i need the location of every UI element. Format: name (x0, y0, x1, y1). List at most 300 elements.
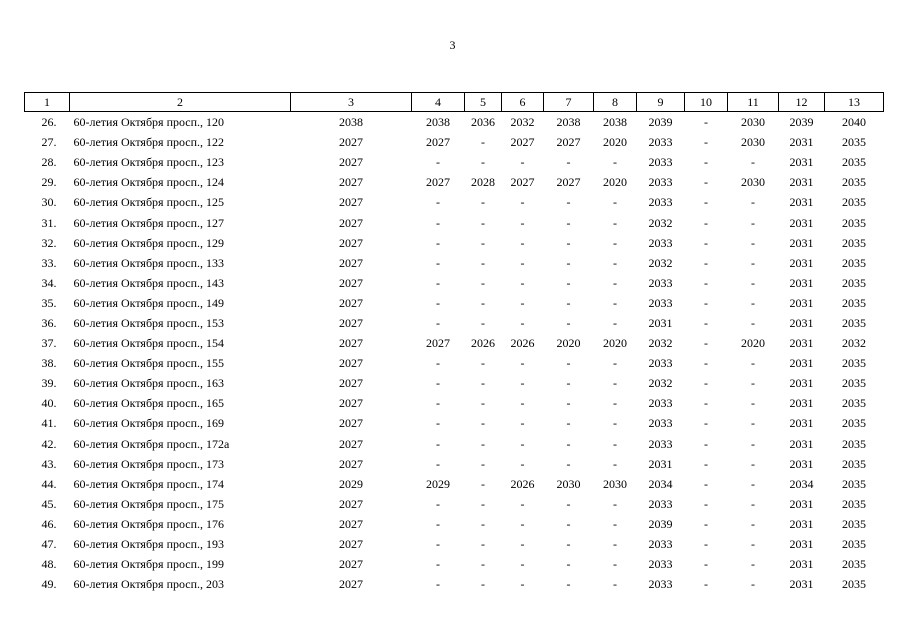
year-cell: 2027 (426, 175, 450, 190)
year-cell: - (520, 195, 525, 210)
address-cell: 60-летия Октября просп., 173 (73, 456, 225, 471)
year-cell: 2027 (339, 215, 363, 230)
year-cell: 2030 (741, 135, 765, 150)
year-cell: 2032 (648, 215, 673, 230)
year-cell: - (481, 376, 485, 391)
year-cell: 2027 (339, 537, 363, 552)
table-header (25, 93, 884, 112)
year-cell: 2035 (842, 215, 866, 230)
year-cell: - (436, 496, 440, 511)
year-cell: - (520, 436, 525, 451)
year-cell: 2029 (339, 476, 363, 491)
address-cell: 60-летия Октября просп., 143 (73, 275, 225, 290)
year-cell: 2038 (603, 115, 627, 130)
row-number-cell: 40. (41, 396, 57, 411)
year-cell: - (520, 496, 525, 511)
year-cell: 2020 (603, 175, 627, 190)
year-cell: - (481, 416, 485, 431)
year-cell: - (520, 416, 525, 431)
year-cell: - (613, 376, 617, 391)
year-cell: 2027 (339, 235, 363, 250)
year-cell: - (751, 416, 755, 431)
year-cell: 2038 (339, 115, 363, 130)
year-cell: - (751, 496, 755, 511)
year-cell: - (751, 537, 755, 552)
column-header: 9 (637, 93, 685, 112)
row-number-cell: 47. (41, 537, 57, 552)
table-body (25, 112, 884, 595)
column-header: 8 (594, 93, 637, 112)
year-cell: 2027 (510, 175, 535, 190)
year-cell: - (520, 315, 525, 330)
year-cell: - (566, 195, 571, 210)
table-row (25, 333, 884, 353)
year-cell: 2033 (648, 356, 673, 371)
row-number-cell: 33. (41, 255, 57, 270)
address-cell: 60-летия Октября просп., 122 (73, 135, 225, 150)
year-cell: - (520, 155, 525, 170)
year-cell: - (566, 577, 571, 592)
year-cell: 2027 (339, 255, 363, 270)
year-cell: - (751, 235, 755, 250)
table-row (25, 393, 884, 413)
year-cell: 2020 (603, 135, 627, 150)
year-cell: - (520, 356, 525, 371)
year-cell: 2035 (842, 275, 866, 290)
year-cell: 2033 (648, 537, 673, 552)
year-cell: - (613, 496, 617, 511)
address-cell: 60-летия Октября просп., 165 (73, 396, 225, 411)
year-cell: 2031 (789, 537, 814, 552)
year-cell: - (704, 516, 708, 531)
year-cell: - (481, 315, 485, 330)
year-cell: 2027 (339, 496, 363, 511)
year-cell: 2031 (648, 315, 673, 330)
year-cell: - (751, 557, 755, 572)
year-cell: - (481, 215, 485, 230)
year-cell: - (613, 516, 617, 531)
year-cell: - (751, 456, 755, 471)
table-row (25, 293, 884, 313)
year-cell: - (613, 275, 617, 290)
row-number-cell: 45. (41, 496, 57, 511)
year-cell: 2030 (556, 476, 581, 491)
year-cell: - (436, 577, 440, 592)
year-cell: - (751, 436, 755, 451)
year-cell: 2031 (789, 416, 814, 431)
header-row (25, 93, 884, 112)
year-cell: - (613, 416, 617, 431)
year-cell: - (481, 195, 485, 210)
year-cell: - (704, 376, 708, 391)
year-cell: 2028 (471, 175, 495, 190)
address-cell: 60-летия Октября просп., 199 (73, 557, 225, 572)
year-cell: - (566, 376, 571, 391)
year-cell: 2033 (648, 436, 673, 451)
year-cell: - (520, 255, 525, 270)
table-row (25, 233, 884, 253)
year-cell: 2031 (789, 255, 814, 270)
year-cell: - (751, 295, 755, 310)
year-cell: 2039 (648, 516, 673, 531)
schedule-table (24, 92, 884, 594)
year-cell: 2027 (339, 416, 363, 431)
table-row (25, 413, 884, 433)
year-cell: 2035 (842, 416, 866, 431)
year-cell: 2035 (842, 255, 866, 270)
year-cell: - (613, 436, 617, 451)
table-row (25, 192, 884, 212)
year-cell: 2027 (339, 135, 363, 150)
year-cell: - (704, 275, 708, 290)
year-cell: 2027 (426, 135, 450, 150)
table-row (25, 172, 884, 192)
address-cell: 60-летия Октября просп., 176 (73, 516, 225, 531)
year-cell: 2027 (339, 516, 363, 531)
table-row (25, 454, 884, 474)
year-cell: 2031 (789, 336, 814, 351)
year-cell: - (704, 476, 708, 491)
year-cell: - (436, 235, 440, 250)
year-cell: 2027 (339, 577, 363, 592)
year-cell: - (520, 275, 525, 290)
year-cell: - (520, 577, 525, 592)
year-cell: - (566, 235, 571, 250)
year-cell: - (436, 376, 440, 391)
address-cell: 60-летия Октября просп., 120 (73, 115, 225, 130)
year-cell: - (566, 396, 571, 411)
year-cell: 2020 (741, 336, 765, 351)
year-cell: 2035 (842, 396, 866, 411)
year-cell: 2026 (510, 336, 535, 351)
row-number-cell: 42. (41, 436, 57, 451)
year-cell: 2035 (842, 476, 866, 491)
year-cell: 2035 (842, 577, 866, 592)
row-number-cell: 43. (41, 456, 57, 471)
year-cell: 2031 (789, 155, 814, 170)
year-cell: - (566, 356, 571, 371)
year-cell: - (613, 195, 617, 210)
page-number: 3 (449, 38, 456, 52)
year-cell: 2033 (648, 396, 673, 411)
year-cell: 2031 (789, 516, 814, 531)
year-cell: 2031 (789, 195, 814, 210)
year-cell: - (436, 255, 440, 270)
year-cell: - (436, 557, 440, 572)
year-cell: 2033 (648, 496, 673, 511)
year-cell: 2031 (789, 436, 814, 451)
column-header: 7 (544, 93, 594, 112)
year-cell: 2035 (842, 135, 866, 150)
year-cell: 2031 (789, 235, 814, 250)
year-cell: - (566, 456, 571, 471)
year-cell: - (566, 155, 571, 170)
table-row (25, 434, 884, 454)
year-cell: 2027 (339, 315, 363, 330)
address-cell: 60-летия Октября просп., 127 (73, 215, 225, 230)
year-cell: 2031 (789, 356, 814, 371)
year-cell: 2034 (648, 476, 673, 491)
year-cell: - (520, 456, 525, 471)
year-cell: 2033 (648, 577, 673, 592)
year-cell: 2027 (339, 396, 363, 411)
column-header: 12 (779, 93, 825, 112)
year-cell: 2027 (339, 436, 363, 451)
year-cell: 2031 (789, 396, 814, 411)
year-cell: - (481, 155, 485, 170)
year-cell: - (704, 235, 708, 250)
year-cell: 2027 (339, 336, 363, 351)
year-cell: - (436, 396, 440, 411)
year-cell: - (566, 295, 571, 310)
table-row (25, 273, 884, 293)
row-number-cell: 36. (41, 315, 57, 330)
year-cell: - (566, 537, 571, 552)
year-cell: - (481, 537, 485, 552)
year-cell: - (704, 315, 708, 330)
year-cell: 2027 (339, 175, 363, 190)
address-cell: 60-летия Октября просп., 155 (73, 356, 225, 371)
row-number-cell: 28. (41, 155, 57, 170)
row-number-cell: 26. (41, 115, 57, 130)
year-cell: 2036 (471, 115, 495, 130)
year-cell: - (751, 255, 755, 270)
year-cell: - (566, 557, 571, 572)
year-cell: 2035 (842, 155, 866, 170)
table-row (25, 514, 884, 534)
year-cell: 2035 (842, 356, 866, 371)
year-cell: - (481, 295, 485, 310)
column-header: 5 (465, 93, 502, 112)
table-row (25, 212, 884, 232)
row-number-cell: 32. (41, 235, 57, 250)
table-row (25, 112, 884, 133)
row-number-cell: 34. (41, 275, 57, 290)
year-cell: 2035 (842, 436, 866, 451)
year-cell: - (704, 135, 708, 150)
table-row (25, 554, 884, 574)
address-cell: 60-летия Октября просп., 169 (73, 416, 225, 431)
year-cell: 2020 (556, 336, 581, 351)
year-cell: - (704, 436, 708, 451)
year-cell: - (436, 315, 440, 330)
year-cell: - (520, 557, 525, 572)
address-cell: 60-летия Октября просп., 129 (73, 235, 225, 250)
year-cell: 2033 (648, 155, 673, 170)
year-cell: - (566, 315, 571, 330)
column-header: 10 (685, 93, 728, 112)
year-cell: - (481, 516, 485, 531)
table-row (25, 373, 884, 393)
year-cell: 2030 (741, 175, 765, 190)
table-row (25, 494, 884, 514)
year-cell: - (613, 235, 617, 250)
year-cell: 2035 (842, 235, 866, 250)
year-cell: 2031 (789, 557, 814, 572)
address-cell: 60-летия Октября просп., 149 (73, 295, 225, 310)
year-cell: 2035 (842, 295, 866, 310)
year-cell: - (704, 195, 708, 210)
year-cell: - (751, 396, 755, 411)
row-number-cell: 37. (41, 336, 57, 351)
year-cell: - (704, 336, 708, 351)
row-number-cell: 39. (41, 376, 57, 391)
year-cell: - (613, 295, 617, 310)
column-header: 2 (70, 93, 291, 112)
year-cell: 2035 (842, 315, 866, 330)
year-cell: - (436, 275, 440, 290)
year-cell: - (436, 295, 440, 310)
year-cell: 2033 (648, 235, 673, 250)
year-cell: - (566, 496, 571, 511)
year-cell: - (481, 456, 485, 471)
year-cell: - (481, 135, 485, 150)
column-header: 4 (412, 93, 465, 112)
year-cell: - (751, 315, 755, 330)
row-number-cell: 48. (41, 557, 57, 572)
year-cell: 2031 (789, 175, 814, 190)
year-cell: - (613, 155, 617, 170)
column-header: 13 (825, 93, 884, 112)
year-cell: - (481, 275, 485, 290)
year-cell: 2032 (510, 115, 535, 130)
address-cell: 60-летия Октября просп., 125 (73, 195, 225, 210)
year-cell: 2031 (789, 456, 814, 471)
address-cell: 60-летия Октября просп., 163 (73, 376, 225, 391)
year-cell: - (520, 537, 525, 552)
year-cell: - (481, 255, 485, 270)
year-cell: - (751, 516, 755, 531)
year-cell: 2027 (556, 175, 581, 190)
year-cell: 2027 (426, 336, 450, 351)
year-cell: - (704, 396, 708, 411)
year-cell: 2032 (648, 255, 673, 270)
year-cell: - (436, 356, 440, 371)
year-cell: - (613, 356, 617, 371)
year-cell: 2031 (789, 275, 814, 290)
year-cell: 2020 (603, 336, 627, 351)
year-cell: - (520, 396, 525, 411)
year-cell: - (436, 416, 440, 431)
address-cell: 60-летия Октября просп., 193 (73, 537, 225, 552)
row-number-cell: 35. (41, 295, 57, 310)
year-cell: - (481, 436, 485, 451)
year-cell: - (436, 155, 440, 170)
year-cell: 2039 (648, 115, 673, 130)
year-cell: - (566, 516, 571, 531)
table-row (25, 574, 884, 594)
table-row (25, 253, 884, 273)
year-cell: 2027 (339, 356, 363, 371)
year-cell: - (704, 175, 708, 190)
table-row (25, 474, 884, 494)
year-cell: - (704, 496, 708, 511)
year-cell: 2027 (339, 557, 363, 572)
year-cell: - (481, 557, 485, 572)
address-cell: 60-летия Октября просп., 133 (73, 255, 225, 270)
year-cell: - (566, 416, 571, 431)
year-cell: - (704, 416, 708, 431)
year-cell: 2027 (339, 376, 363, 391)
year-cell: 2031 (789, 315, 814, 330)
year-cell: 2027 (510, 135, 535, 150)
table-row (25, 152, 884, 172)
year-cell: 2027 (339, 295, 363, 310)
year-cell: - (704, 356, 708, 371)
year-cell: - (566, 255, 571, 270)
row-number-cell: 27. (41, 135, 57, 150)
table-row (25, 313, 884, 333)
year-cell: 2032 (842, 336, 866, 351)
year-cell: - (613, 315, 617, 330)
year-cell: - (436, 516, 440, 531)
year-cell: 2033 (648, 275, 673, 290)
column-header: 11 (728, 93, 779, 112)
year-cell: - (520, 376, 525, 391)
column-header: 3 (291, 93, 412, 112)
year-cell: - (751, 275, 755, 290)
year-cell: 2035 (842, 557, 866, 572)
year-cell: - (704, 537, 708, 552)
year-cell: - (613, 215, 617, 230)
year-cell: 2031 (789, 135, 814, 150)
year-cell: - (751, 356, 755, 371)
year-cell: - (704, 215, 708, 230)
year-cell: 2035 (842, 496, 866, 511)
year-cell: - (520, 516, 525, 531)
year-cell: - (613, 255, 617, 270)
year-cell: - (481, 396, 485, 411)
year-cell: 2039 (789, 115, 814, 130)
year-cell: 2027 (339, 456, 363, 471)
year-cell: 2031 (789, 496, 814, 511)
year-cell: 2033 (648, 195, 673, 210)
year-cell: - (436, 436, 440, 451)
year-cell: - (704, 577, 708, 592)
address-cell: 60-летия Октября просп., 123 (73, 155, 225, 170)
year-cell: - (566, 436, 571, 451)
year-cell: 2033 (648, 135, 673, 150)
year-cell: - (704, 155, 708, 170)
year-cell: 2027 (339, 275, 363, 290)
year-cell: 2032 (648, 336, 673, 351)
year-cell: 2032 (648, 376, 673, 391)
year-cell: 2031 (648, 456, 673, 471)
year-cell: - (704, 255, 708, 270)
year-cell: - (751, 476, 755, 491)
year-cell: 2035 (842, 537, 866, 552)
year-cell: - (436, 215, 440, 230)
row-number-cell: 38. (41, 356, 57, 371)
year-cell: 2030 (603, 476, 627, 491)
year-cell: - (436, 195, 440, 210)
year-cell: - (613, 577, 617, 592)
address-cell: 60-летия Октября просп., 172а (73, 436, 230, 451)
year-cell: - (704, 557, 708, 572)
year-cell: - (704, 115, 708, 130)
address-cell: 60-летия Октября просп., 154 (73, 336, 225, 351)
column-header: 6 (502, 93, 544, 112)
year-cell: 2033 (648, 416, 673, 431)
year-cell: 2035 (842, 376, 866, 391)
address-cell: 60-летия Октября просп., 175 (73, 496, 225, 511)
year-cell: 2027 (339, 155, 363, 170)
year-cell: - (520, 235, 525, 250)
year-cell: 2038 (426, 115, 450, 130)
year-cell: 2031 (789, 577, 814, 592)
year-cell: 2026 (510, 476, 535, 491)
year-cell: 2030 (741, 115, 765, 130)
